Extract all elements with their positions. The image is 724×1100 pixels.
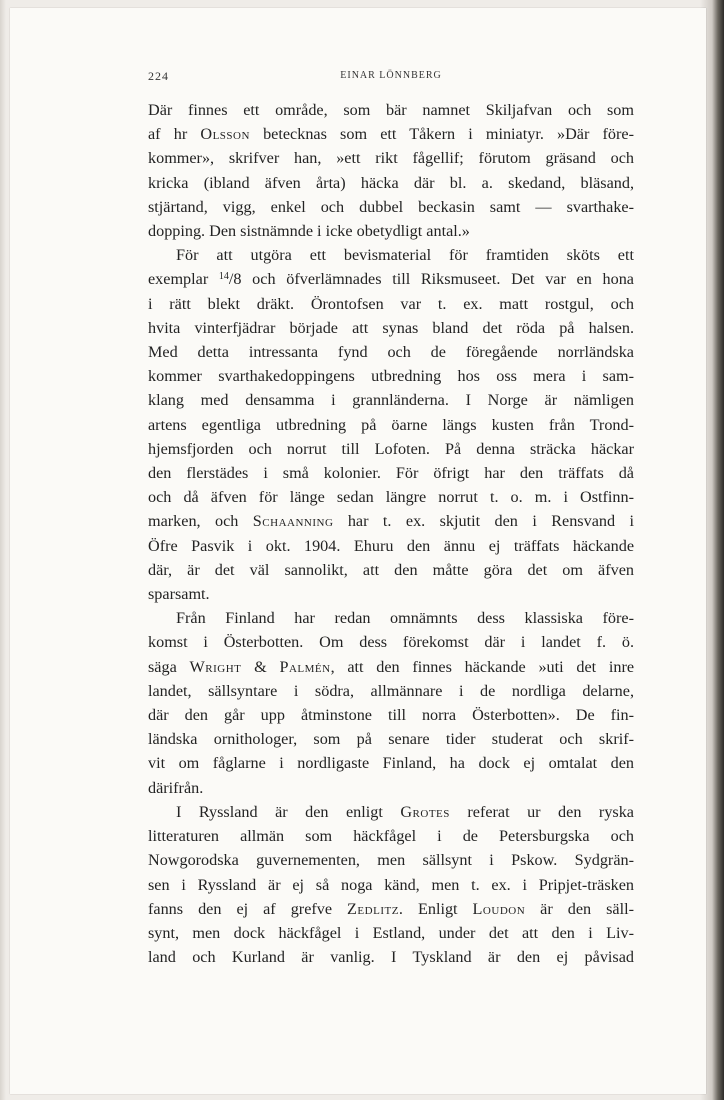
text-segment: kommer svarthakedoppingens utbredning hos oss mera i sam- bbox=[148, 367, 634, 386]
text-segment: artens egentliga utbredning på öarne längs kusten från Trond- bbox=[148, 415, 634, 434]
author-name: Grotes bbox=[400, 802, 450, 821]
text-segment: har t. ex. skjutit den i Rensvand i bbox=[333, 512, 634, 531]
text-line bbox=[148, 606, 634, 630]
text-segment: säga bbox=[148, 657, 190, 676]
text-line bbox=[148, 921, 634, 945]
text-segment: /8 och öfverlämnades till Riksmuseet. Det var en hona bbox=[228, 270, 634, 289]
text-line bbox=[148, 509, 634, 533]
text-line bbox=[148, 776, 634, 800]
text-line bbox=[148, 848, 634, 872]
text-segment: och då äfven för länge sedan längre norrut t. o. m. i Ostfinn- bbox=[148, 488, 634, 507]
text-line bbox=[148, 195, 634, 219]
text-segment: af hr bbox=[148, 125, 201, 144]
author-name: Zedlitz bbox=[347, 899, 399, 918]
text-segment: marken, och bbox=[148, 512, 253, 531]
text-line bbox=[148, 630, 634, 654]
author-name: Palmén bbox=[279, 657, 331, 676]
text-segment: sen i Ryssland är ej så noga känd, men t. ex. i Pripjet-träsken bbox=[148, 875, 634, 894]
text-segment: synt, men dock häckfågel i Estland, under det att den i Liv- bbox=[148, 923, 634, 942]
text-segment: & bbox=[241, 657, 280, 676]
text-line bbox=[148, 461, 634, 485]
text-line bbox=[148, 122, 634, 146]
text-line bbox=[148, 340, 634, 364]
running-header bbox=[148, 69, 634, 85]
page-number: 224 bbox=[148, 69, 169, 83]
text-line bbox=[148, 413, 634, 437]
text-segment: sparsamt. bbox=[148, 585, 210, 604]
text-line bbox=[148, 437, 634, 461]
text-segment: exemplar bbox=[148, 270, 219, 289]
text-line bbox=[148, 534, 634, 558]
text-line bbox=[148, 243, 634, 267]
running-title: EINAR LÖNNBERG bbox=[340, 70, 442, 81]
text-segment: , att den finnes häckande »uti det inre bbox=[330, 657, 635, 676]
text-segment: kommer», skrifver han, »ett rikt fågellif; förutom gräsand och bbox=[148, 149, 634, 168]
text-line bbox=[148, 364, 634, 388]
text-segment: Öfre Pasvik i okt. 1904. Ehuru den ännu ej träffats häckande bbox=[148, 536, 634, 555]
text-segment: den flerstädes i små kolonier. För öfrigt har den träffats då bbox=[148, 464, 634, 483]
text-segment: För att utgöra ett bevismaterial för framtiden sköts ett bbox=[176, 246, 634, 265]
text-line bbox=[148, 751, 634, 775]
text-line bbox=[148, 267, 634, 291]
text-segment: Med detta intressanta fynd och de föregående norrländska bbox=[148, 343, 634, 362]
text-line bbox=[148, 824, 634, 848]
text-segment: där den går upp åtminstone till norra Österbotten». De fin- bbox=[148, 706, 634, 725]
author-name: Olsson bbox=[200, 125, 250, 144]
text-line bbox=[148, 945, 634, 969]
text-segment: ländska ornithologer, som på senare tider studerat och skrif- bbox=[148, 730, 634, 749]
body-text bbox=[148, 98, 634, 969]
text-segment: litteraturen allmän som häckfågel i de Petersburgska och bbox=[148, 827, 634, 846]
author-name: Schaanning bbox=[252, 512, 334, 531]
text-segment: landet, sällsyntare i södra, allmännare i de nordliga delarne, bbox=[148, 681, 634, 700]
text-segment: Nowgorodska guvernementen, men sällsynt i Pskow. Sydgrän- bbox=[148, 851, 634, 870]
author-name: Wright bbox=[189, 657, 242, 676]
text-segment: kricka (ibland äfven årta) häcka där bl. a. skedand, bläsand, bbox=[148, 173, 634, 192]
text-segment: är den säll- bbox=[525, 899, 634, 918]
text-segment: klang med densamma i grannländerna. I Norge är nämligen bbox=[148, 391, 634, 410]
text-line bbox=[148, 655, 634, 679]
text-line bbox=[148, 388, 634, 412]
text-line bbox=[148, 98, 634, 122]
author-name: Loudon bbox=[472, 899, 526, 918]
text-segment: i rätt blekt dräkt. Örontofsen var t. ex. matt rostgul, och bbox=[148, 294, 634, 313]
text-segment: . Enligt bbox=[398, 899, 473, 918]
text-line bbox=[148, 485, 634, 509]
text-segment: hjemsfjorden och norrut till Lofoten. På denna sträcka häckar bbox=[148, 439, 634, 458]
text-line bbox=[148, 703, 634, 727]
text-segment: därifrån. bbox=[148, 778, 204, 797]
text-segment: hvita vinterfjädrar började att synas bland det röda på halsen. bbox=[148, 318, 634, 337]
text-segment: I Ryssland är den enligt bbox=[176, 802, 401, 821]
text-line bbox=[148, 873, 634, 897]
text-line bbox=[148, 897, 634, 921]
text-line bbox=[148, 558, 634, 582]
text-line bbox=[148, 679, 634, 703]
text-segment: vit om fåglarne i nordligaste Finland, ha dock ej omtalat den bbox=[148, 754, 634, 773]
text-line bbox=[148, 582, 634, 606]
text-segment: där, är det väl sannolikt, att den måtte göra det om äfven bbox=[148, 560, 634, 579]
text-segment: land och Kurland är vanlig. I Tyskland är den ej påvisad bbox=[148, 948, 634, 967]
text-line bbox=[148, 292, 634, 316]
text-segment: Från Finland har redan omnämnts dess klassiska före- bbox=[176, 609, 634, 628]
text-line bbox=[148, 171, 634, 195]
text-line bbox=[148, 316, 634, 340]
text-segment: referat ur den ryska bbox=[449, 802, 634, 821]
text-segment: dopping. Den sistnämnde i icke obetydligt antal.» bbox=[148, 222, 470, 241]
text-line bbox=[148, 727, 634, 751]
text-segment: Där finnes ett område, som bär namnet Skiljafvan och som bbox=[148, 101, 634, 119]
text-line bbox=[148, 800, 634, 824]
text-segment: betecknas som ett Tåkern i miniatyr. »Där före- bbox=[249, 125, 634, 144]
text-segment: komst i Österbotten. Om dess förekomst där i landet f. ö. bbox=[148, 633, 634, 652]
text-segment: stjärtand, vigg, enkel och dubbel beckasin samt — svarthake- bbox=[148, 197, 634, 216]
text-line bbox=[148, 219, 634, 243]
superscript: 14 bbox=[218, 271, 229, 283]
text-line bbox=[148, 146, 634, 170]
text-segment: fanns den ej af grefve bbox=[148, 899, 348, 918]
